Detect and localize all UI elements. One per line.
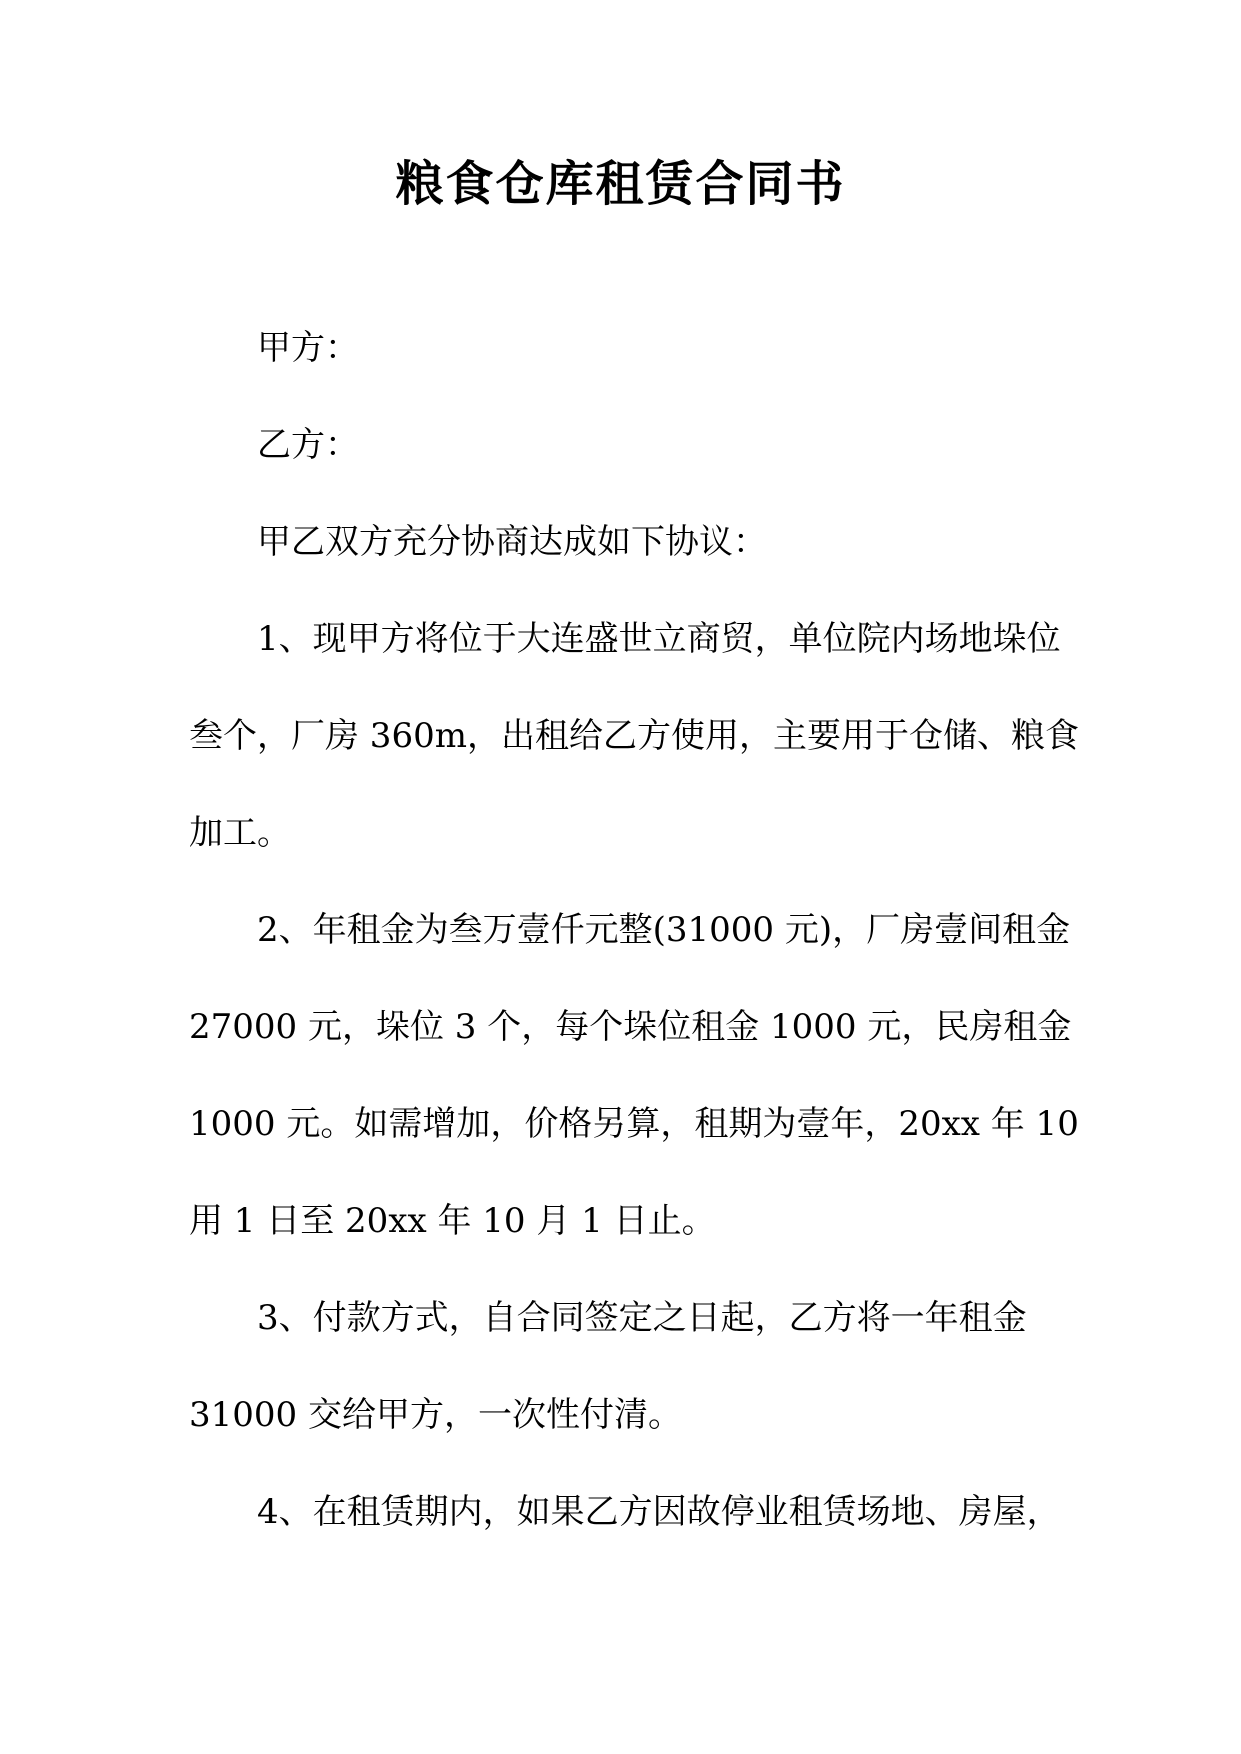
clause-3-line-1: 3、付款方式，自合同签定之日起，乙方将一年租金 bbox=[257, 1298, 1027, 1338]
contract-body bbox=[189, 300, 1079, 1561]
clause-4-line-1: 4、在租赁期内，如果乙方因故停业租赁场地、房屋， bbox=[257, 1492, 1061, 1532]
clause-2-line-2: 27000 元，垛位 3 个，每个垛位租金 1000 元，民房租金 bbox=[189, 1007, 1072, 1047]
clause-1-line-2: 叁个，厂房 360m，出租给乙方使用，主要用于仓储、粮食 bbox=[189, 716, 1079, 756]
clause-2-line-1: 2、年租金为叁万壹仟元整(31000 元)，厂房壹间租金 bbox=[257, 910, 1071, 950]
clause-2-line-4: 用 1 日至 20xx 年 10 月 1 日止。 bbox=[189, 1201, 716, 1241]
document-title: 粮食仓库租赁合同书 bbox=[395, 156, 846, 212]
party-a-line: 甲方： bbox=[257, 328, 359, 368]
clause-2-line-3: 1000 元。如需增加，价格另算，租期为壹年，20xx 年 10 bbox=[189, 1104, 1079, 1144]
party-b-line: 乙方： bbox=[257, 425, 359, 465]
clause-1-line-1: 1、现甲方将位于大连盛世立商贸，单位院内场地垛位 bbox=[257, 619, 1061, 659]
clause-3-line-2: 31000 交给甲方，一次性付清。 bbox=[189, 1395, 682, 1435]
clause-1-line-3: 加工。 bbox=[189, 813, 291, 853]
agreement-intro: 甲乙双方充分协商达成如下协议： bbox=[257, 522, 767, 562]
